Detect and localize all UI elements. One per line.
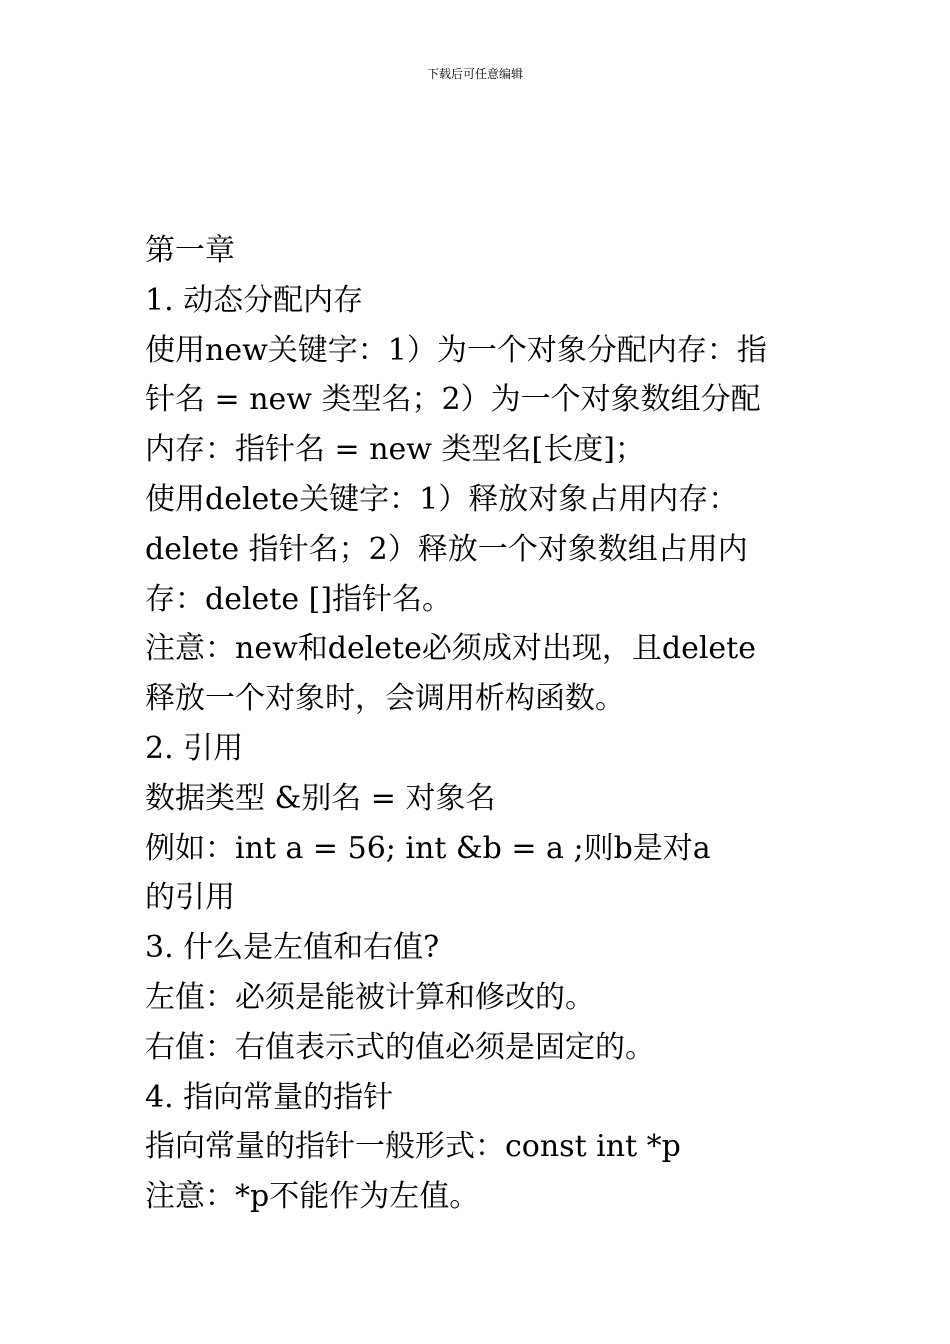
section-heading: 2. 引用 [145, 730, 244, 766]
section-heading: 3. 什么是左值和右值? [145, 930, 440, 966]
section-heading: 4. 指向常量的指针 [145, 1079, 394, 1115]
body-line: 使用delete关键字：1）释放对象占用内存： [145, 481, 739, 517]
body-line: 左值：必须是能被计算和修改的。 [145, 979, 595, 1015]
body-line: 数据类型 &别名 = 对象名 [145, 780, 496, 816]
document-body [145, 226, 810, 1222]
body-line: 的引用 [145, 880, 235, 916]
body-line: 右值：右值表示式的值必须是固定的。 [145, 1029, 655, 1065]
body-line: 存：delete []指针名。 [145, 581, 453, 617]
body-line: 注意：*p不能作为左值。 [145, 1179, 480, 1215]
body-line: 释放一个对象时，会调用析构函数。 [145, 681, 625, 717]
body-line: 例如：int a = 56; int &b = a ;则b是对a [145, 830, 711, 866]
body-line: 使用new关键字：1）为一个对象分配内存：指 [145, 332, 767, 368]
body-line: delete 指针名；2）释放一个对象数组占用内 [145, 531, 748, 567]
page-header: 下载后可任意编辑 [426, 67, 523, 81]
body-line: 指向常量的指针一般形式：const int *p [145, 1129, 681, 1165]
section-heading: 1. 动态分配内存 [145, 282, 364, 318]
body-line: 注意：new和delete必须成对出现，且delete [145, 631, 756, 667]
body-line: 内存：指针名 = new 类型名[长度]； [145, 432, 645, 468]
body-line: 针名 = new 类型名；2）为一个对象数组分配 [145, 382, 761, 418]
chapter-title: 第一章 [145, 233, 235, 268]
